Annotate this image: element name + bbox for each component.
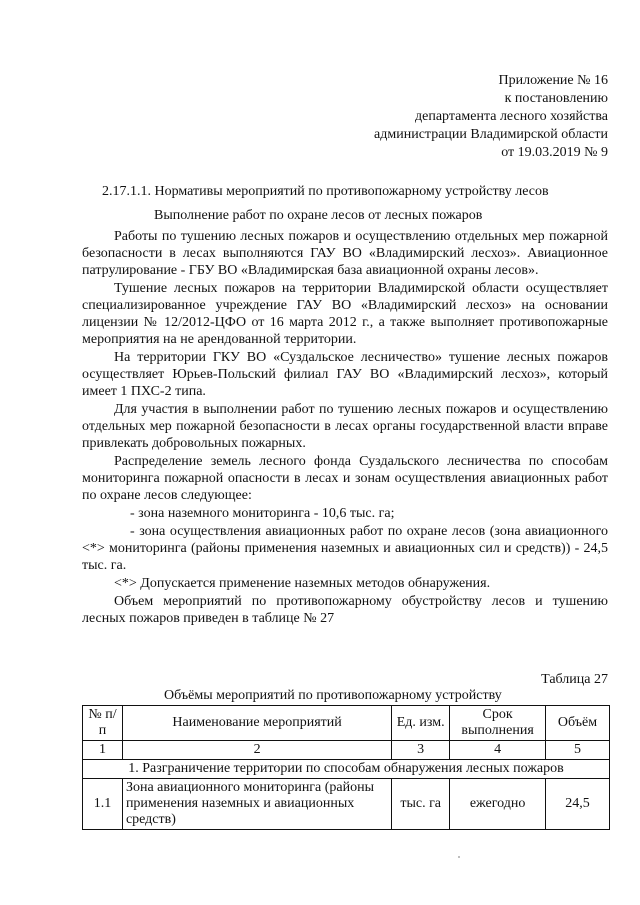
col-number: 2 — [122, 741, 391, 760]
table-header-row — [83, 706, 610, 741]
section-row — [83, 760, 610, 779]
row-num: 1.1 — [83, 779, 123, 830]
approval-block — [374, 72, 608, 162]
measures-table — [82, 705, 610, 830]
paragraph: Работы по тушению лесных пожаров и осуществлению отдельных мер пожарной безопасности в лесах выполняются ГАУ ВО «Владимирский лесхоз». Авиационное патрулирование - ГБУ ВО «Владимирская база авиационной охраны лесов». — [82, 229, 608, 278]
approval-line-3: департамента лесного хозяйства — [415, 109, 608, 124]
paragraph: На территории ГКУ ВО «Суздальское лесничество» тушение лесных пожаров осуществляет Юрьев-Польский филиал ГАУ ВО «Владимирский лесхоз», который имеет 1 ПХС-2 типа. — [82, 350, 608, 399]
paragraph: Тушение лесных пожаров на территории Владимирской области осуществляет специализированное учреждение ГАУ ВО «Владимирский лесхоз» на основании лицензии № 12/2012-ЦФО от 16 марта 2012 г., а также выполняет противопожарные мероприятия на не арендованной территории. — [82, 281, 608, 347]
sub-title: Выполнение работ по охране лесов от лесных пожаров — [154, 208, 483, 223]
list-item-aviation-zone: - зона осуществления авиационных работ по охране лесов (зона авиационного <*> мониторинга (районы применения наземных и авиационных сил и средств)) - 24,5 тыс. га. — [82, 524, 608, 573]
header-num: № п/п — [83, 706, 123, 741]
paragraph: Для участия в выполнении работ по тушению лесных пожаров и осуществлению отдельных мер пожарной безопасности в лесах органы государственной власти вправе привлекать добровольных пожарных. — [82, 402, 608, 451]
section-row-label: 1. Разграничение территории по способам обнаружения лесных пожаров — [83, 760, 610, 779]
paragraph: Распределение земель лесного фонда Суздальского лесничества по способам мониторинга пожарной опасности в лесах и зонам осуществления авиационных работ по охране лесов следующее: — [82, 454, 608, 503]
column-numbers-row — [83, 741, 610, 760]
col-number: 3 — [392, 741, 450, 760]
approval-line-2: к постановлению — [504, 91, 608, 106]
col-number: 5 — [546, 741, 610, 760]
table-row — [83, 779, 610, 830]
table-title: Объёмы мероприятий по противопожарному устройству — [164, 688, 502, 703]
col-number: 1 — [83, 741, 123, 760]
list-item-ground-zone: - зона наземного мониторинга - 10,6 тыс. га; — [130, 506, 395, 521]
row-term: ежегодно — [450, 779, 546, 830]
header-term: Срок выполнения — [450, 706, 546, 741]
scan-speck — [458, 856, 460, 858]
approval-line-4: администрации Владимирской области — [374, 127, 608, 142]
footnote: <*> Допускается применение наземных методов обнаружения. — [114, 576, 491, 591]
table-caption: Таблица 27 — [541, 672, 608, 687]
col-number: 4 — [450, 741, 546, 760]
section-title: 2.17.1.1. Нормативы мероприятий по противопожарному устройству лесов — [102, 184, 549, 199]
row-unit: тыс. га — [392, 779, 450, 830]
approval-line-5: от 19.03.2019 № 9 — [501, 145, 608, 160]
body-text — [82, 228, 608, 628]
header-name: Наименование мероприятий — [122, 706, 391, 741]
row-name: Зона авиационного мониторинга (районы применения наземных и авиационных средств) — [122, 779, 391, 830]
paragraph: Объем мероприятий по противопожарному обустройству лесов и тушению лесных пожаров приведен в таблице № 27 — [82, 594, 608, 626]
approval-line-1: Приложение № 16 — [498, 73, 608, 88]
header-volume: Объём — [546, 706, 610, 741]
row-volume: 24,5 — [546, 779, 610, 830]
header-unit: Ед. изм. — [392, 706, 450, 741]
